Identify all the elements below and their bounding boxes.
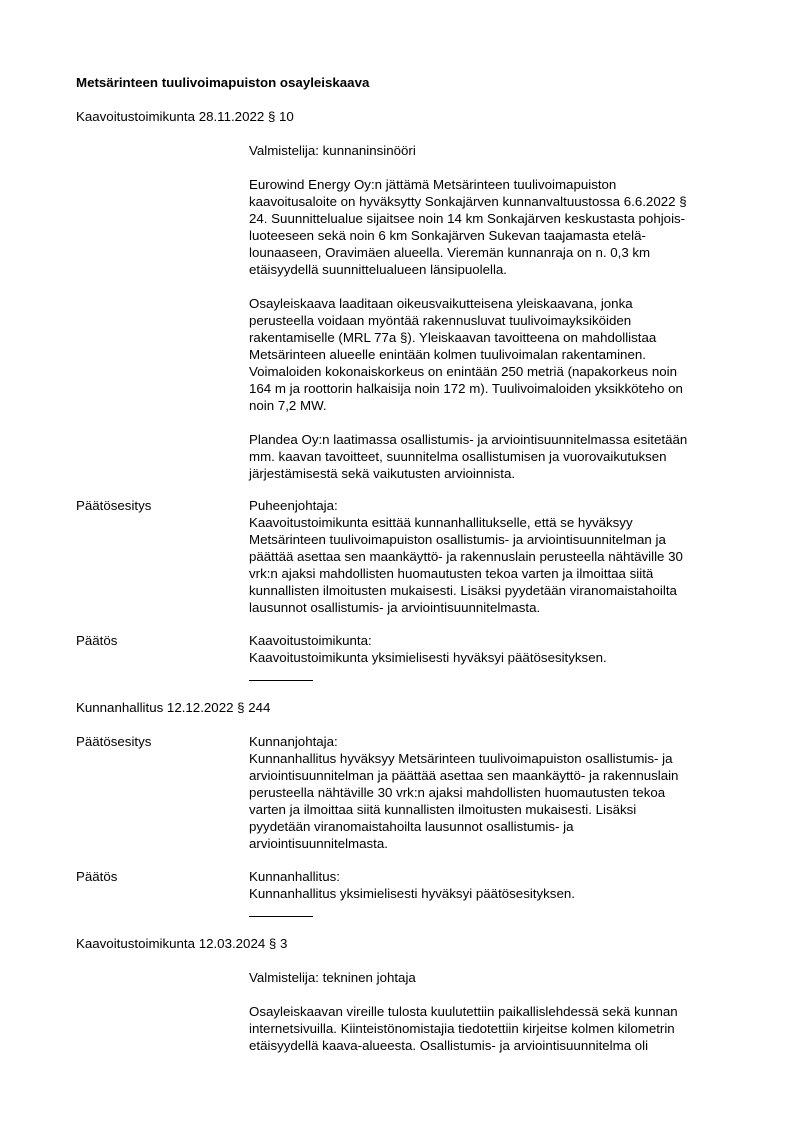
section-body xyxy=(249,1003,731,1054)
text-line: Kunnanhallitus hyväksyy Metsärinteen tuulivoimapuiston osallistumis- ja xyxy=(249,751,673,766)
decision-label: Päätös xyxy=(76,633,118,648)
text-line: perusteella nähtäville 30 vrk:n ajaksi mahdollisten huomautusten tekoa xyxy=(249,785,666,800)
document-title: Metsärinteen tuulivoimapuiston osayleiskaava xyxy=(76,75,370,90)
text-line: vrk:n ajaksi mahdollisten huomautusten tekoa varten ja ilmoittaa siitä xyxy=(249,566,654,581)
decision-text: Kaavoitustoimikunta yksimielisesti hyväksyi päätösesityksen. xyxy=(249,650,607,665)
paragraph xyxy=(249,176,731,278)
proposal-speaker: Kunnanjohtaja: xyxy=(249,734,338,749)
text-line: Osayleiskaavan vireille tulosta kuulutettiin paikallislehdessä sekä kunnan xyxy=(249,1004,678,1019)
text-line: 24. Suunnittelualue sijaitsee noin 14 km Sonkajärven keskustasta pohjois- xyxy=(249,211,686,226)
text-line: lounaaseen, Oravimäen alueella. Vieremän kunnanraja on n. 0,3 km xyxy=(249,245,651,260)
text-line: lausunnot osallistumis- ja arviointisuunnitelmasta. xyxy=(249,600,541,615)
proposal-label: Päätösesitys xyxy=(76,498,152,513)
section-heading: Kaavoitustoimikunta 12.03.2024 § 3 xyxy=(76,936,288,951)
decision-text: Kunnanhallitus yksimielisesti hyväksyi päätösesityksen. xyxy=(249,886,575,901)
proposal-label: Päätösesitys xyxy=(76,734,152,749)
text-line: Voimaloiden kokonaiskorkeus on enintään 250 metriä (napakorkeus noin xyxy=(249,364,677,379)
text-line: Metsärinteen alueelle enintään kolmen tuulivoimalan rakentaminen. xyxy=(249,347,646,362)
decision-block xyxy=(249,632,731,666)
text-line: luoteeseen sekä noin 6 km Sonkajärven Sukevan taajamasta etelä- xyxy=(249,228,646,243)
text-line: varten ja ilmoittaa siitä kunnallisten ilmoitusten mukaisesti. Lisäksi xyxy=(249,802,637,817)
proposal-speaker: Puheenjohtaja: xyxy=(249,498,338,513)
text-line: kaavoitusaloite on hyväksytty Sonkajärven kunnanvaltuustossa 6.6.2022 § xyxy=(249,194,687,209)
proposal-block xyxy=(249,733,731,852)
text-line: perusteella voidaan myöntää rakennusluvat tuulivoimayksiköiden xyxy=(249,313,632,328)
text-line: Kaavoitustoimikunta esittää kunnanhallitukselle, että se hyväksyy xyxy=(249,515,633,530)
proposal-block xyxy=(249,497,731,616)
text-line: internetsivuilla. Kiinteistönomistajia tiedotettiin kirjeitse kolmen kilometrin xyxy=(249,1021,675,1036)
text-line: mm. kaavan tavoitteet, suunnitelma osallistumisen ja vuorovaikutuksen xyxy=(249,449,667,464)
text-line: etäisyydellä suunnittelualueen länsipuolella. xyxy=(249,262,507,277)
text-line: järjestämisestä sekä vaikutusten arvioinnista. xyxy=(249,466,516,481)
text-line: päättää asettaa sen maankäyttö- ja rakennuslain perusteella nähtäville 30 xyxy=(249,549,683,564)
paragraph xyxy=(249,295,731,414)
text-line: Eurowind Energy Oy:n jättämä Metsärinteen tuulivoimapuiston xyxy=(249,177,617,192)
preparer-line: Valmistelija: kunnaninsinööri xyxy=(249,143,416,158)
decision-block xyxy=(249,868,731,902)
section-divider xyxy=(249,680,313,681)
text-line: arviointisuunnitelmasta. xyxy=(249,836,388,851)
text-line: etäisyydellä kaava-alueesta. Osallistumis- ja arviointisuunnitelma oli xyxy=(249,1038,649,1053)
section-body xyxy=(249,176,731,482)
decision-speaker: Kaavoitustoimikunta: xyxy=(249,633,372,648)
section-divider xyxy=(249,916,313,917)
text-line: Osayleiskaava laaditaan oikeusvaikutteisena yleiskaavana, jonka xyxy=(249,296,633,311)
text-line: kunnallisten ilmoitusten mukaisesti. Lisäksi pyydetään viranomaistahoilta xyxy=(249,583,677,598)
text-line: Plandea Oy:n laatimassa osallistumis- ja arviointisuunnitelmassa esitetään xyxy=(249,432,688,447)
section-heading: Kaavoitustoimikunta 28.11.2022 § 10 xyxy=(76,109,294,124)
text-line: 164 m ja roottorin halkaisija noin 172 m). Tuulivoimaloiden yksikköteho on xyxy=(249,381,683,396)
text-line: Metsärinteen tuulivoimapuiston osallistumis- ja arviointisuunnitelman ja xyxy=(249,532,666,547)
paragraph xyxy=(249,431,731,482)
preparer-line: Valmistelija: tekninen johtaja xyxy=(249,970,416,985)
section-heading: Kunnanhallitus 12.12.2022 § 244 xyxy=(76,700,271,715)
text-line: arviointisuunnitelman ja päättää asettaa sen maankäyttö- ja rakennuslain xyxy=(249,768,679,783)
decision-speaker: Kunnanhallitus: xyxy=(249,869,340,884)
text-line: rakentamiselle (MRL 77a §). Yleiskaavan tavoitteena on mahdollistaa xyxy=(249,330,657,345)
text-line: pyydetään viranomaistahoilta lausunnot osallistumis- ja xyxy=(249,819,574,834)
paragraph xyxy=(249,1003,731,1054)
text-line: noin 7,2 MW. xyxy=(249,398,327,413)
decision-label: Päätös xyxy=(76,869,118,884)
